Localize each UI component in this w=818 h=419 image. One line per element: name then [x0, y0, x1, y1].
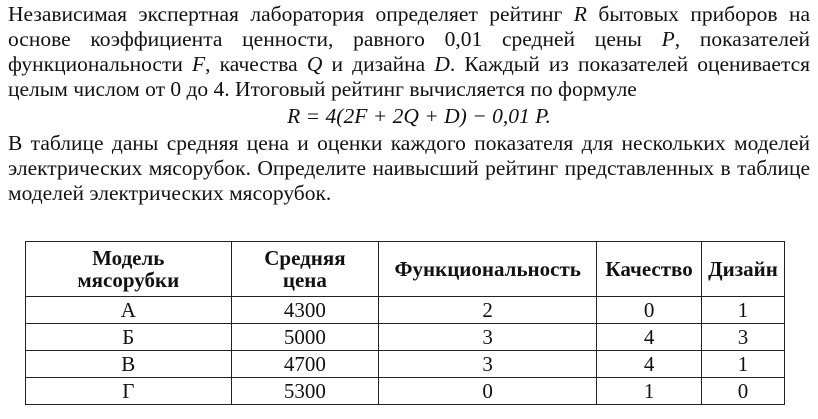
table-row — [26, 351, 785, 378]
cell-price: 4700 — [231, 351, 379, 378]
header-functionality: Функциональность — [379, 242, 597, 297]
variable-price: P — [661, 27, 675, 51]
cell-model: А — [26, 297, 232, 324]
grinder-table — [25, 241, 785, 405]
header-model: Модель мясорубки — [26, 242, 232, 297]
cell-model: Г — [26, 378, 232, 405]
table-row — [26, 378, 785, 405]
header-design: Дизайн — [702, 242, 785, 297]
header-quality: Качество — [597, 242, 702, 297]
intro-text-2: бытовых приборов на основе коэффициента ценности, равного 0,01 средней цены — [8, 2, 811, 51]
cell-quality: 4 — [597, 351, 702, 378]
cell-model: В — [26, 351, 232, 378]
cell-functionality: 0 — [379, 378, 597, 405]
cell-price: 5300 — [231, 378, 379, 405]
cell-design: 3 — [702, 324, 785, 351]
table-header-row — [26, 242, 785, 297]
intro-text-6: . Каждый из показателей оценивается целым числом от 0 до 4. Итоговый рейтинг вычисляется по формуле — [8, 52, 811, 101]
cell-functionality: 3 — [379, 351, 597, 378]
table-row — [26, 297, 785, 324]
cell-quality: 0 — [597, 297, 702, 324]
intro-text-5: и дизайна — [331, 52, 426, 76]
rating-formula: R = 4(2F + 2Q + D) − 0,01 P. — [287, 104, 551, 128]
cell-design: 0 — [702, 378, 785, 405]
cell-functionality: 3 — [379, 324, 597, 351]
cell-model: Б — [26, 324, 232, 351]
cell-price: 4300 — [231, 297, 379, 324]
cell-quality: 4 — [597, 324, 702, 351]
intro-text-4: , качества — [205, 52, 298, 76]
task-paragraph: В таблице даны средняя цена и оценки каждого показателя для нескольких моделей электрических мясорубок. Определите наивысший рейтинг представленных в таблице моделей электрических мясорубок. — [8, 131, 810, 205]
intro-text-3: , показателей функциональности — [8, 27, 810, 76]
cell-price: 5000 — [231, 324, 379, 351]
cell-quality: 1 — [597, 378, 702, 405]
variable-design: D — [434, 52, 450, 76]
variable-rating: R — [573, 2, 587, 26]
cell-functionality: 2 — [379, 297, 597, 324]
variable-quality: Q — [306, 52, 323, 76]
cell-design: 1 — [702, 297, 785, 324]
table-row — [26, 324, 785, 351]
cell-design: 1 — [702, 351, 785, 378]
intro-paragraph — [8, 2, 810, 102]
header-price: Средняя цена — [231, 242, 379, 297]
intro-text-1: Независимая экспертная лаборатория определяет рейтинг — [8, 2, 563, 26]
variable-functionality: F — [192, 52, 206, 76]
